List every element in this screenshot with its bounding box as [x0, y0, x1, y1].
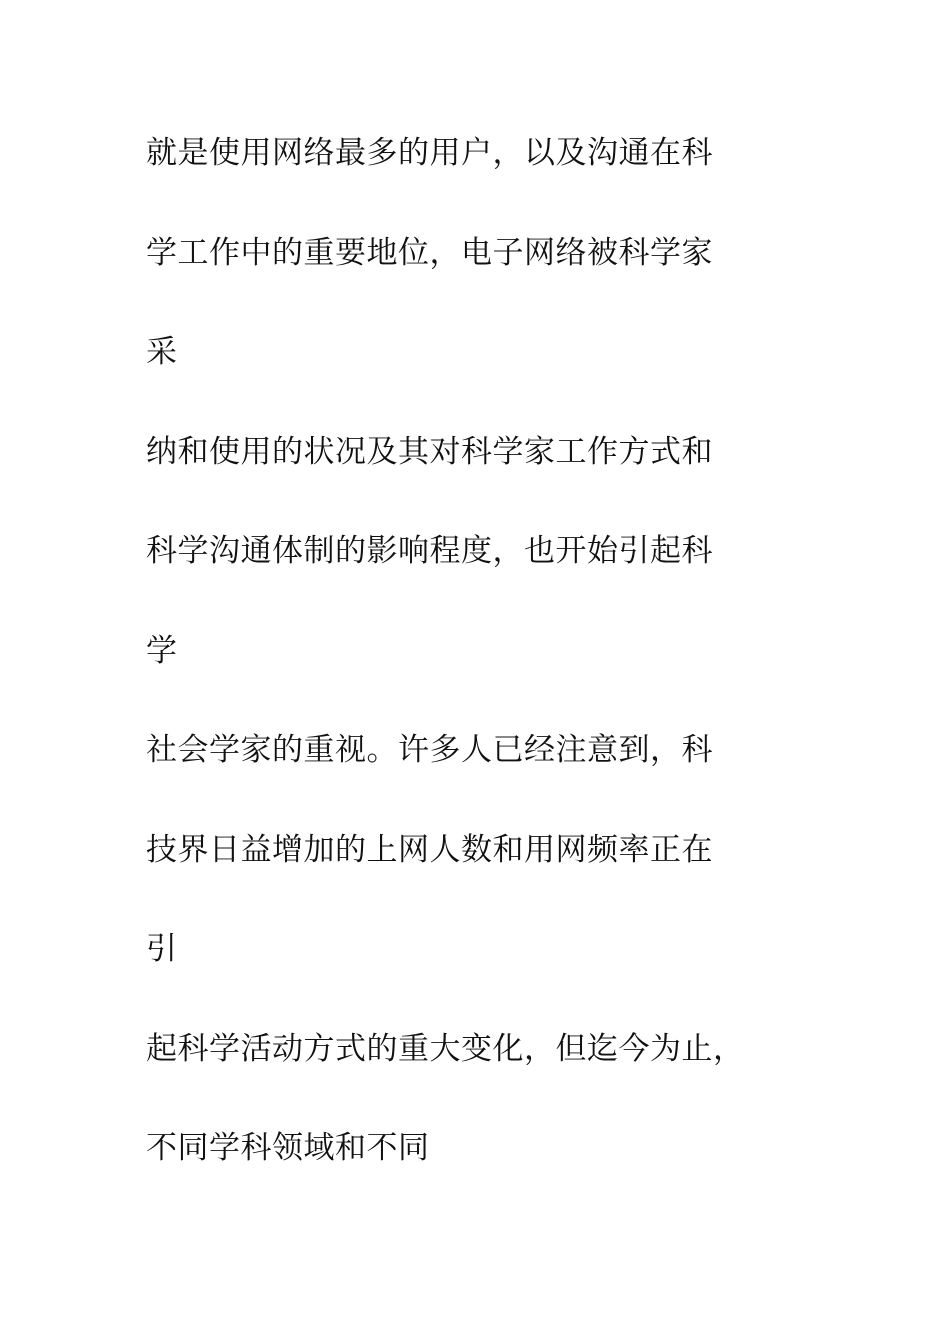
- text-line: 科学沟通体制的影响程度，也开始引起科: [146, 533, 713, 569]
- text-line: 就是使用网络最多的用户，以及沟通在科: [146, 135, 713, 171]
- text-line: 纳和使用的状况及其对科学家工作方式和: [146, 433, 713, 470]
- text-line: 引: [146, 931, 178, 967]
- text-line: 学工作中的重要地位，电子网络被科学家: [146, 234, 713, 271]
- text-line: 技界日益增加的上网人数和用网频率正在: [146, 831, 713, 868]
- text-line: 不同学科领域和不同: [146, 1130, 430, 1166]
- text-line: 学: [146, 632, 178, 669]
- text-line: 社会学家的重视。许多人已经注意到，科: [146, 732, 713, 768]
- text-line: 采: [146, 334, 178, 370]
- body-text: [146, 128, 846, 1223]
- text-line: 起科学活动方式的重大变化，但迄今为止，: [146, 1030, 745, 1067]
